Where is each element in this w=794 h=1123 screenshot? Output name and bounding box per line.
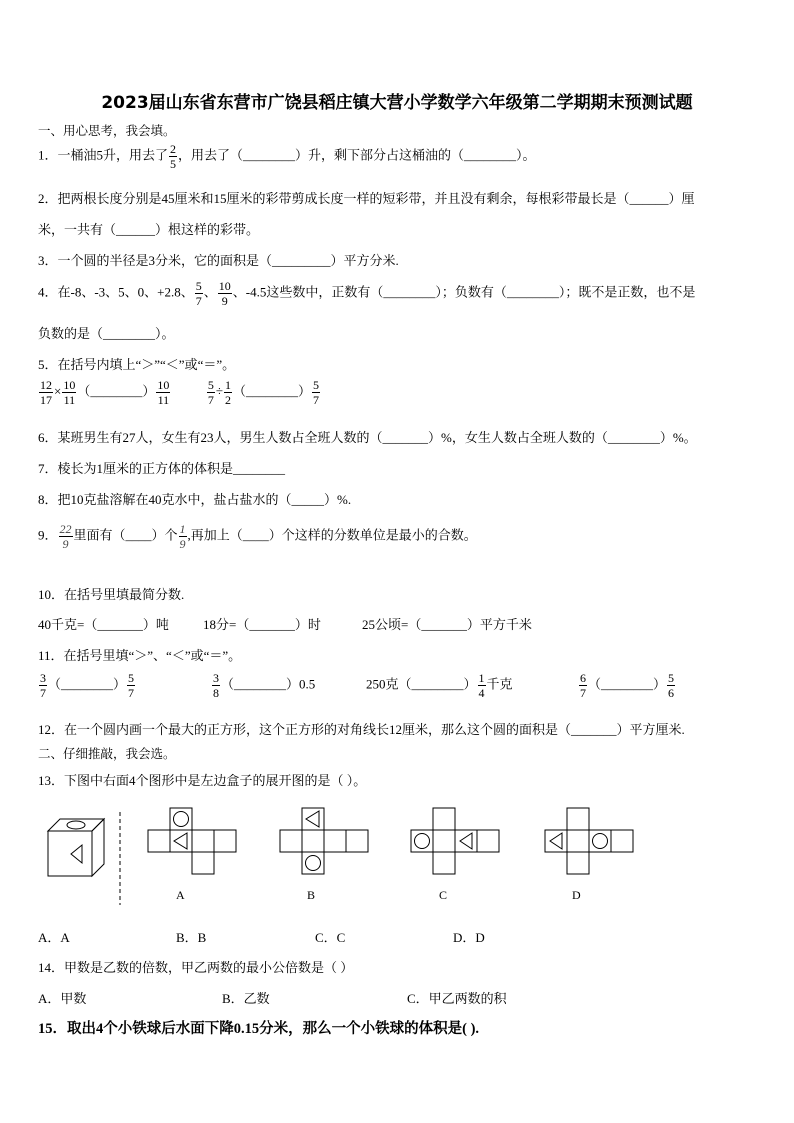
net-a <box>148 808 236 874</box>
page-title: 2023届山东省东营市广饶县稻庄镇大营小学数学六年级第二学期期末预测试题 <box>101 93 693 113</box>
q11-unit: 千克 <box>486 676 513 692</box>
q5-blank-2: （________） <box>233 383 312 399</box>
q1-text-b: ，用去了（________）升，剩下部分占这桶油的（________）。 <box>178 147 536 163</box>
question-15: 15．取出4个小铁球后水面下降0.15分米，那么一个小铁球的体积是( ). <box>38 1021 480 1037</box>
q9-fraction-2: $\frac{1}{9}$ <box>179 522 186 551</box>
question-2-line-1: 2．把两根长度分别是45厘米和15厘米的彩带剪成长度一样的短彩带，并且没有剩余，每根彩带最长是（______）厘 <box>38 191 695 206</box>
q5-fraction-4: $\frac{5}{7}$ <box>207 378 214 407</box>
question-8: 8．把10克盐溶解在40克水中，盐占盐水的（_____）%. <box>38 492 352 507</box>
q11-fraction-5: $\frac{6}{7}$ <box>580 671 586 700</box>
q11-blank-2: （________）0.5 <box>221 676 316 692</box>
question-5: 5．在括号内填上“＞”“＜”或“＝”。 <box>38 357 236 372</box>
q9-text-b: ,再加上（____）个这样的分数单位是最小的合数。 <box>187 527 477 543</box>
cube-figure <box>48 819 104 876</box>
q4-fraction-2: $\frac{10}{9}$ <box>218 279 231 308</box>
net-c-label: C <box>439 888 448 902</box>
question-6: 6．某班男生有27人，女生有23人，男生人数占全班人数的（_______）%，女生人数占全班人数的（________）%。 <box>38 430 697 445</box>
question-3: 3．一个圆的半径是3分米，它的面积是（_________）平方分米. <box>38 253 399 268</box>
q11-fraction-2: $\frac{5}{7}$ <box>128 671 135 700</box>
section-1-heading: 一、用心思考，我会填。 <box>38 123 176 138</box>
q13-option-a: A．A <box>38 930 70 945</box>
question-10: 10．在括号里填最简分数. <box>38 587 185 602</box>
q10-item-1: 40千克=（_______）吨 <box>38 617 169 632</box>
q4-fraction-1: $\frac{5}{7}$ <box>195 279 202 308</box>
q9-text-a: 里面有（____）个 <box>73 527 178 543</box>
net-b-label: B <box>307 888 316 902</box>
q5-multiply: × <box>54 383 62 399</box>
q13-option-b: B．B <box>176 930 207 945</box>
q11-fraction-3: $\frac{3}{8}$ <box>213 671 219 700</box>
q11-blank-1: （________） <box>48 676 127 692</box>
q11-text-c: 250克（________） <box>366 676 477 692</box>
q10-item-3: 25公顷=（_______）平方千米 <box>362 617 532 632</box>
section-2-heading: 二、仔细推敲，我会选。 <box>38 746 176 761</box>
q9-fraction-1: $\frac{22}{9}$ <box>59 522 72 551</box>
question-14: 14．甲数是乙数的倍数，甲乙两数的最小公倍数是（ ） <box>38 960 354 975</box>
q5-blank-1: （________） <box>77 383 156 399</box>
q11-blank-3: （________） <box>588 676 667 692</box>
q10-item-2: 18分=（_______）时 <box>203 617 321 632</box>
question-12: 12．在一个圆内画一个最大的正方形，这个正方形的对角线长12厘米，那么这个圆的面积是（_______）平方厘米. <box>38 722 685 737</box>
q11-fraction-6: $\frac{5}{6}$ <box>668 671 675 700</box>
q4-separator: 、 <box>203 284 217 300</box>
question-11: 11．在括号里填“＞”、“＜”或“＝”。 <box>38 648 242 663</box>
q5-fraction-6: $\frac{5}{7}$ <box>313 378 320 407</box>
q1-fraction: $\frac{2}{5}$ <box>170 142 177 171</box>
q1-text-a: 1．一桶油5升，用去了 <box>38 147 169 163</box>
question-4-line-2: 负数的是（________）。 <box>38 326 175 341</box>
question-2-line-2: 米，一共有（______）根这样的彩带。 <box>38 222 260 237</box>
net-c <box>411 808 499 874</box>
q14-option-b: B．乙数 <box>222 991 270 1006</box>
net-d <box>545 808 633 874</box>
q4-text-b: 、-4.5这些数中，正数有（________）；负数有（________）；既不是正数，也不是 <box>232 284 696 300</box>
net-a-label: A <box>176 888 185 902</box>
q5-fraction-2: $\frac{10}{11}$ <box>63 378 76 407</box>
net-b <box>280 808 368 874</box>
q14-option-a: A．甲数 <box>38 991 87 1006</box>
q5-fraction-5: $\frac{1}{2}$ <box>225 378 231 407</box>
q5-divide: ÷ <box>215 383 223 399</box>
net-d-label: D <box>572 888 581 902</box>
question-13: 13．下图中右面4个图形中是左边盒子的展开图的是（ ）。 <box>38 773 367 788</box>
q11-fraction-4: $\frac{1}{4}$ <box>478 671 485 700</box>
q9-number: 9． <box>38 527 58 543</box>
q4-text-a: 4．在-8、-3、5、0、+2.8、 <box>38 284 194 300</box>
q13-option-d: D．D <box>453 930 485 945</box>
q11-fraction-1: $\frac{3}{7}$ <box>40 671 46 700</box>
question-7: 7．棱长为1厘米的正方体的体积是________ <box>38 461 286 476</box>
q5-fraction-3: $\frac{10}{11}$ <box>157 378 170 407</box>
q14-option-c: C．甲乙两数的积 <box>407 991 507 1006</box>
q5-fraction-1: $\frac{12}{17}$ <box>40 378 52 407</box>
q13-option-c: C．C <box>315 930 346 945</box>
